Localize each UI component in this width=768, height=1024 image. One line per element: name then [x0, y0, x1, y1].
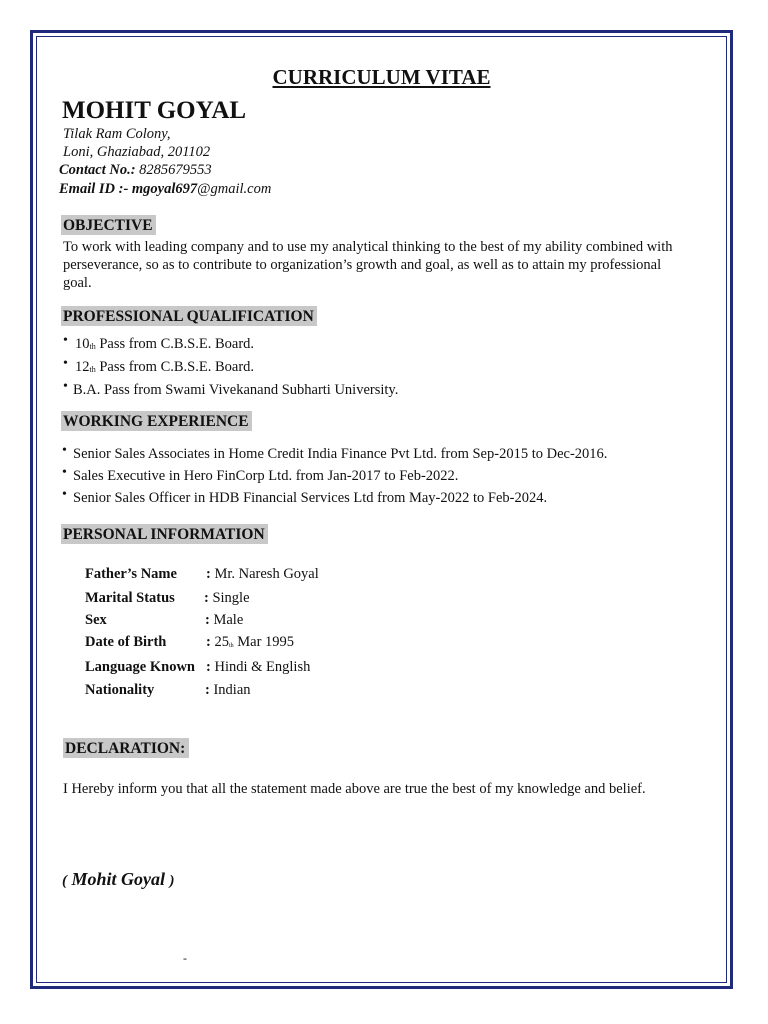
declaration-text: I Hereby inform you that all the statement made above are true the best of my knowledge and belief.: [63, 781, 646, 797]
contact-value: 8285679553: [135, 162, 212, 178]
qualification-item: • 10th Pass from C.B.S.E. Board.: [63, 333, 255, 352]
nationality-label: Nationality: [85, 682, 155, 698]
document-title: CURRICULUM VITAE: [272, 65, 491, 89]
bullet-icon: •: [62, 465, 67, 480]
email-label: Email ID :- mgoyal697: [59, 181, 198, 197]
objective-heading: OBJECTIVE: [61, 215, 156, 235]
language-value: : Hindi & English: [206, 659, 311, 675]
dob-label: Date of Birth: [85, 634, 167, 650]
bullet-icon: •: [63, 356, 68, 371]
dob-value: : 25th Mar 1995: [206, 634, 295, 650]
experience-item: • Senior Sales Associates in Home Credit India Finance Pvt Ltd. from Sep-2015 to Dec-2016.: [62, 443, 608, 462]
signature-name: Mohit Goyal: [67, 869, 170, 889]
fathers-name-label: Father’s Name: [85, 566, 177, 582]
language-label: Language Known: [85, 659, 195, 675]
experience-item: • Senior Sales Officer in HDB Financial Services Ltd from May-2022 to Feb-2024.: [62, 487, 548, 506]
fathers-name-value: : Mr. Naresh Goyal: [206, 566, 319, 582]
address-line-2: Loni, Ghaziabad, 201102: [63, 144, 211, 160]
marital-status-value: : Single: [204, 590, 250, 606]
qualification-item: • B.A. Pass from Swami Vivekanand Subharti University.: [63, 379, 399, 398]
sex-value: : Male: [205, 612, 244, 628]
qualification-heading: PROFESSIONAL QUALIFICATION: [61, 306, 317, 326]
experience-item: • Sales Executive in Hero FinCorp Ltd. from Jan-2017 to Feb-2022.: [62, 465, 459, 484]
sex-label: Sex: [85, 612, 107, 628]
objective-text: To work with leading company and to use my analytical thinking to the best of my ability combined with perseverance, so as to contribute to organization’s growth and goal, as well as to attain my professional goal.: [63, 239, 673, 291]
email: [59, 181, 271, 198]
marital-status-label: Marital Status: [85, 590, 175, 606]
contact-number: [59, 162, 212, 179]
bullet-icon: •: [63, 379, 68, 394]
candidate-name: MOHIT GOYAL: [62, 97, 247, 124]
declaration-heading: DECLARATION:: [63, 738, 189, 758]
qualification-item: • 12th Pass from C.B.S.E. Board.: [63, 356, 255, 375]
experience-heading: WORKING EXPERIENCE: [61, 411, 252, 431]
bullet-icon: •: [63, 333, 68, 348]
address-line-1: Tilak Ram Colony,: [63, 126, 171, 142]
email-domain: @gmail.com: [197, 181, 272, 197]
personal-heading: PERSONAL INFORMATION: [61, 524, 268, 544]
bullet-icon: •: [62, 487, 67, 502]
footer-dash: -: [183, 951, 187, 965]
contact-label: Contact No.:: [59, 162, 136, 178]
bullet-icon: •: [62, 443, 67, 458]
nationality-value: : Indian: [205, 682, 251, 698]
signature: ( Mohit Goyal ): [62, 869, 175, 889]
